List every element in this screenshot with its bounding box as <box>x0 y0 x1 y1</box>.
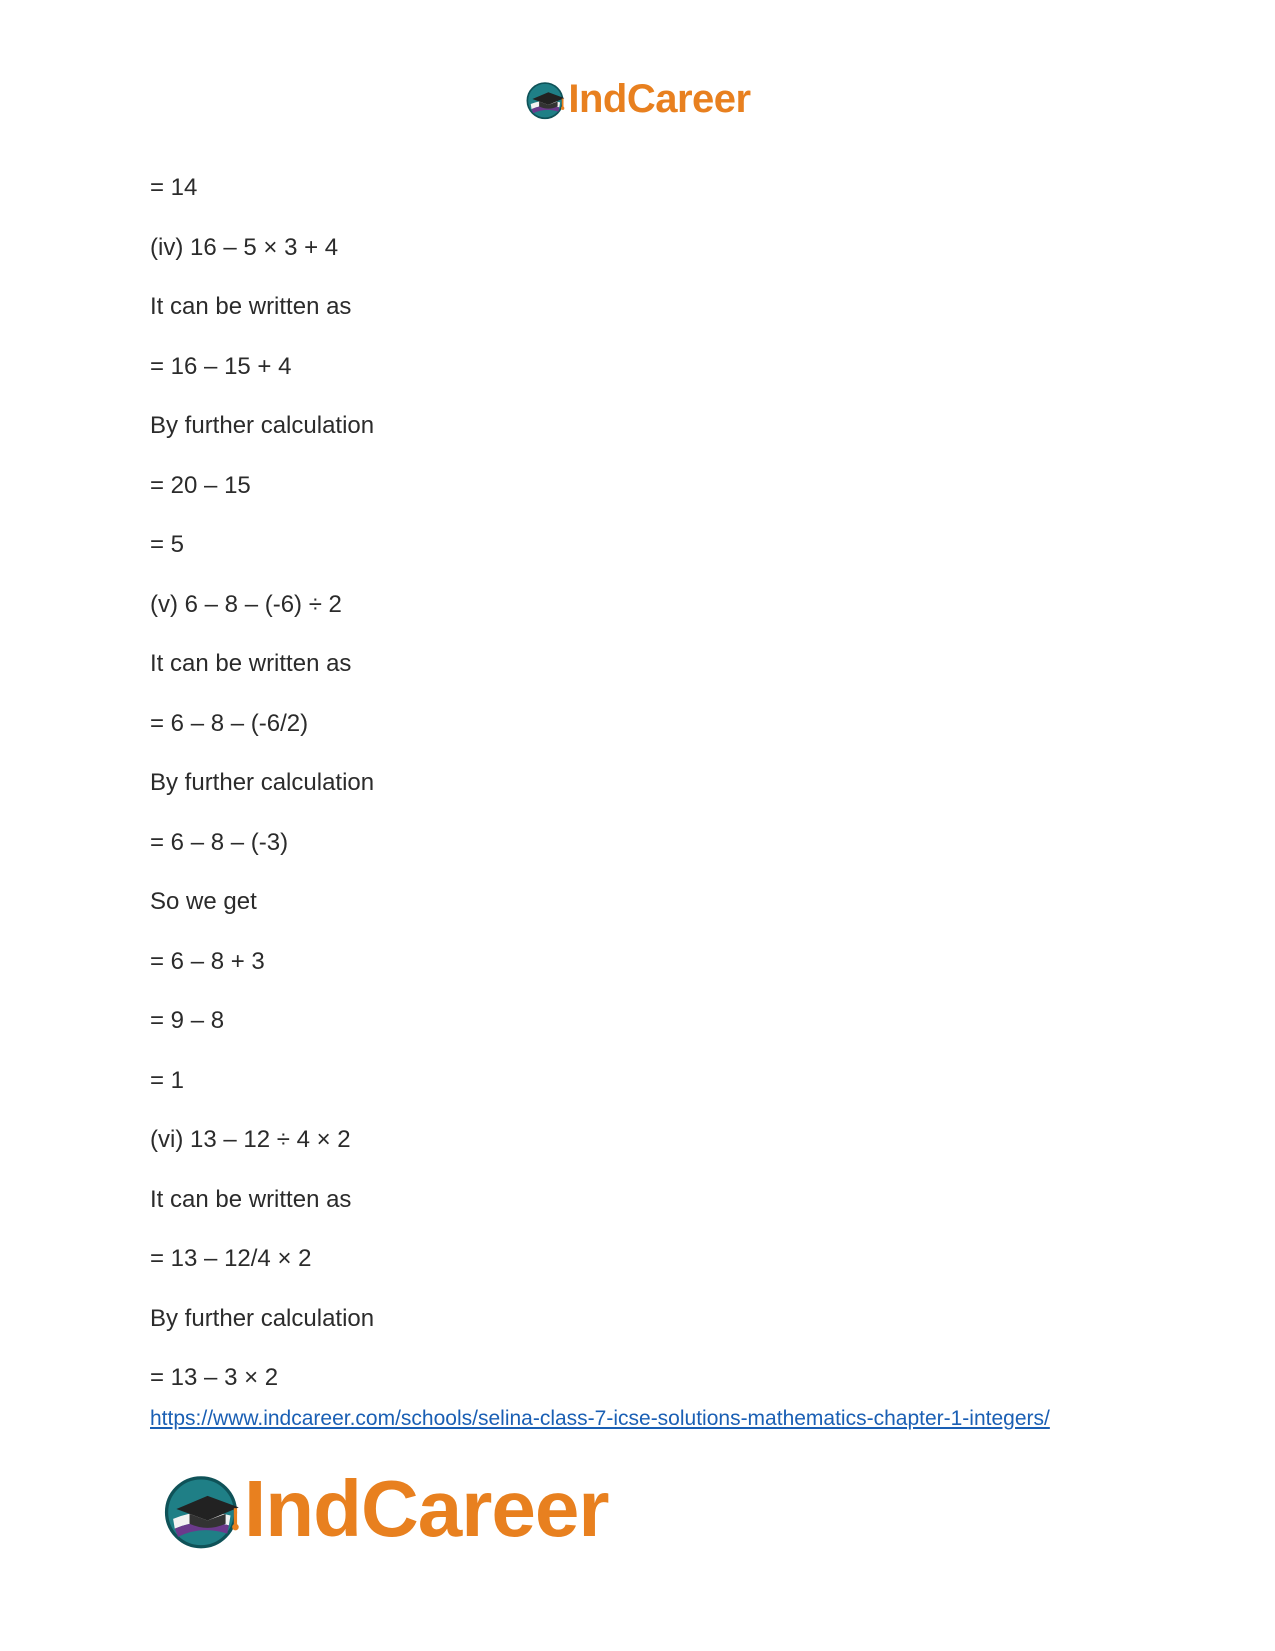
source-link[interactable]: https://www.indcareer.com/schools/selina-class-7-icse-solutions-mathematics-chapter-1-integers/ <box>150 1407 1050 1430</box>
text-line: = 1 <box>150 1066 185 1094</box>
text-line: By further calculation <box>150 769 375 796</box>
solution-content <box>150 174 1150 1424</box>
text-line: By further calculation <box>150 412 375 439</box>
footer-logo <box>160 1464 609 1553</box>
graduation-cap-globe-icon <box>524 78 566 120</box>
text-line: = 5 <box>150 531 185 558</box>
text-line: It can be written as <box>150 293 352 320</box>
graduation-cap-globe-icon <box>160 1468 242 1550</box>
text-line: = 6 – 8 – (-6/2) <box>150 709 309 737</box>
logo-text: IndCareer <box>568 77 751 121</box>
text-line: = 14 <box>150 174 198 201</box>
text-line: = 6 – 8 – (-3) <box>150 828 289 856</box>
text-line: (vi) 13 – 12 ÷ 4 × 2 <box>150 1126 351 1153</box>
indcareer-logo <box>524 78 750 120</box>
text-line: = 16 – 15 + 4 <box>150 352 292 380</box>
logo-text: IndCareer <box>244 1464 609 1553</box>
text-line: = 13 – 3 × 2 <box>150 1364 279 1391</box>
text-line: (iv) 16 – 5 × 3 + 4 <box>150 233 339 261</box>
text-line: It can be written as <box>150 650 352 677</box>
text-line: By further calculation <box>150 1304 375 1332</box>
text-line: So we get <box>150 888 257 915</box>
text-line: = 9 – 8 <box>150 1007 225 1034</box>
text-line: (v) 6 – 8 – (-6) ÷ 2 <box>150 590 342 618</box>
text-line: = 20 – 15 <box>150 471 251 499</box>
text-line: It can be written as <box>150 1185 352 1213</box>
text-line: = 6 – 8 + 3 <box>150 947 265 975</box>
header-logo <box>0 78 1275 120</box>
indcareer-logo <box>160 1464 609 1553</box>
text-line: = 13 – 12/4 × 2 <box>150 1245 312 1272</box>
